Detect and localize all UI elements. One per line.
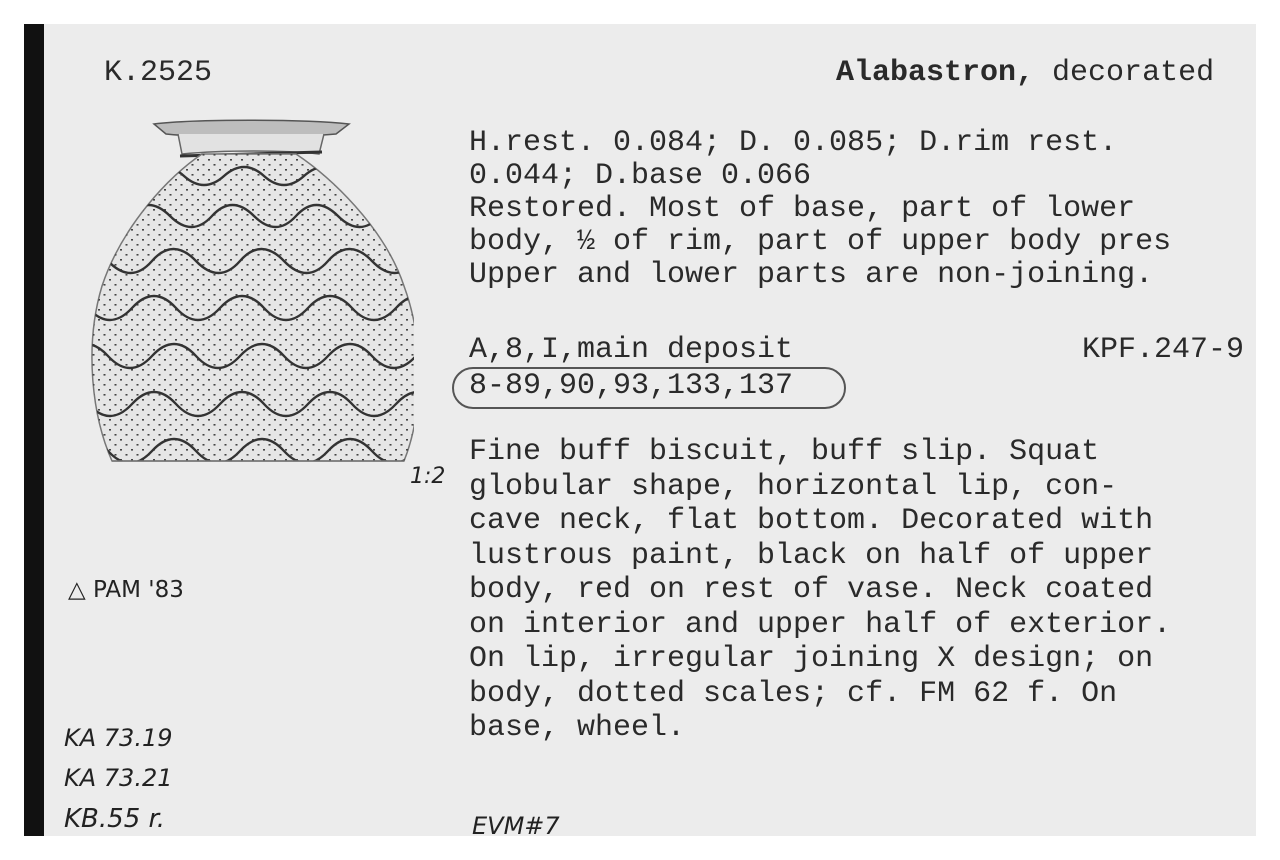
description-line: body, dotted scales; cf. FM 62 f. On bbox=[469, 676, 1118, 711]
measurements-line: H.rest. 0.084; D. 0.085; D.rim rest. bbox=[469, 126, 1118, 160]
excavation-ref: KA 73.21 bbox=[64, 764, 173, 792]
kpf-reference: KPF.247-9 bbox=[1082, 333, 1245, 367]
measurements-block bbox=[469, 127, 1171, 292]
catalog-number: K.2525 bbox=[104, 56, 213, 90]
description-line: cave neck, flat bottom. Decorated with bbox=[469, 504, 1154, 538]
measurements-line: 0.044; D.base 0.066 bbox=[469, 159, 812, 193]
evm-note: EVM#7 bbox=[472, 812, 560, 836]
description-line: On lip, irregular joining X design; on bbox=[469, 642, 1154, 676]
excavation-ref: KB.55 r. bbox=[64, 804, 166, 834]
condition-line: body, ½ of rim, part of upper body pres bbox=[469, 225, 1172, 259]
drawer-initials: △ PAM '83 bbox=[68, 577, 184, 603]
scale-note: 1:2 bbox=[410, 464, 446, 489]
excavation-ref: KA 73.19 bbox=[64, 724, 173, 752]
description-line: globular shape, horizontal lip, con- bbox=[469, 469, 1118, 504]
catalog-card bbox=[24, 24, 1256, 836]
object-title bbox=[836, 57, 1214, 90]
description-line: lustrous paint, black on half of upper bbox=[469, 538, 1154, 573]
card-edge-shadow bbox=[24, 24, 44, 836]
description-line: base, wheel. bbox=[469, 711, 686, 745]
condition-line: Upper and lower parts are non-joining. bbox=[469, 258, 1154, 292]
findspot: A,8,I,main deposit bbox=[469, 333, 794, 367]
object-subtype: decorated bbox=[1034, 56, 1215, 90]
object-type: Alabastron, bbox=[836, 56, 1035, 90]
description-line: on interior and upper half of exterior. bbox=[469, 607, 1172, 642]
description-line: Fine buff biscuit, buff slip. Squat bbox=[469, 435, 1100, 469]
alabastron-drawing bbox=[74, 116, 414, 466]
condition-line: Restored. Most of base, part of lower bbox=[469, 192, 1136, 226]
description-block bbox=[469, 436, 1171, 747]
inventory-numbers: 8-89,90,93,133,137 bbox=[469, 369, 794, 403]
description-line: body, red on rest of vase. Neck coated bbox=[469, 573, 1154, 607]
